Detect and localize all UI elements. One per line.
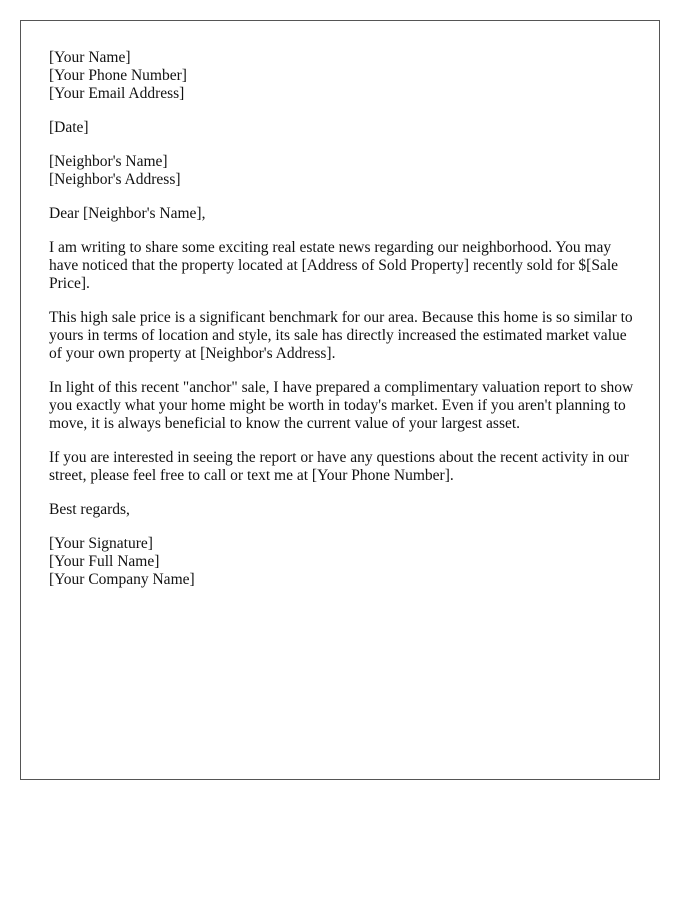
closing: Best regards, — [49, 501, 130, 518]
signature-full-name: [Your Full Name] — [49, 553, 160, 570]
letter-page — [20, 20, 660, 780]
body-paragraph-3: In light of this recent "anchor" sale, I have prepared a complimentary valuation report to show you exactly what your home might be worth in today's market. Even if you aren't planning to move, it is always beneficial to know the current value of your largest asset. — [49, 379, 634, 432]
signature-placeholder: [Your Signature] — [49, 535, 153, 552]
sender-block — [49, 49, 639, 103]
letter-date: [Date] — [49, 119, 89, 136]
recipient-block — [49, 153, 639, 189]
date-block — [49, 119, 639, 137]
signature-block — [49, 535, 639, 589]
salutation: Dear [Neighbor's Name], — [49, 205, 206, 222]
recipient-name: [Neighbor's Name] — [49, 153, 168, 170]
body-paragraph-1: I am writing to share some exciting real estate news regarding our neighborhood. You may have noticed that the property located at [Address of Sold Property] recently sold for $[Sale Price]. — [49, 239, 619, 292]
signature-company: [Your Company Name] — [49, 571, 195, 588]
sender-email: [Your Email Address] — [49, 85, 185, 102]
sender-phone: [Your Phone Number] — [49, 67, 187, 84]
sender-name: [Your Name] — [49, 49, 131, 66]
body-paragraph-4: If you are interested in seeing the report or have any questions about the recent activity in our street, please feel free to call or text me at [Your Phone Number]. — [49, 449, 629, 484]
letter-body — [49, 49, 639, 605]
body-paragraph-2: This high sale price is a significant benchmark for our area. Because this home is so similar to yours in terms of location and style, its sale has directly increased the estimated market value of your own property at [Neighbor's Address]. — [49, 309, 633, 362]
recipient-address: [Neighbor's Address] — [49, 171, 181, 188]
